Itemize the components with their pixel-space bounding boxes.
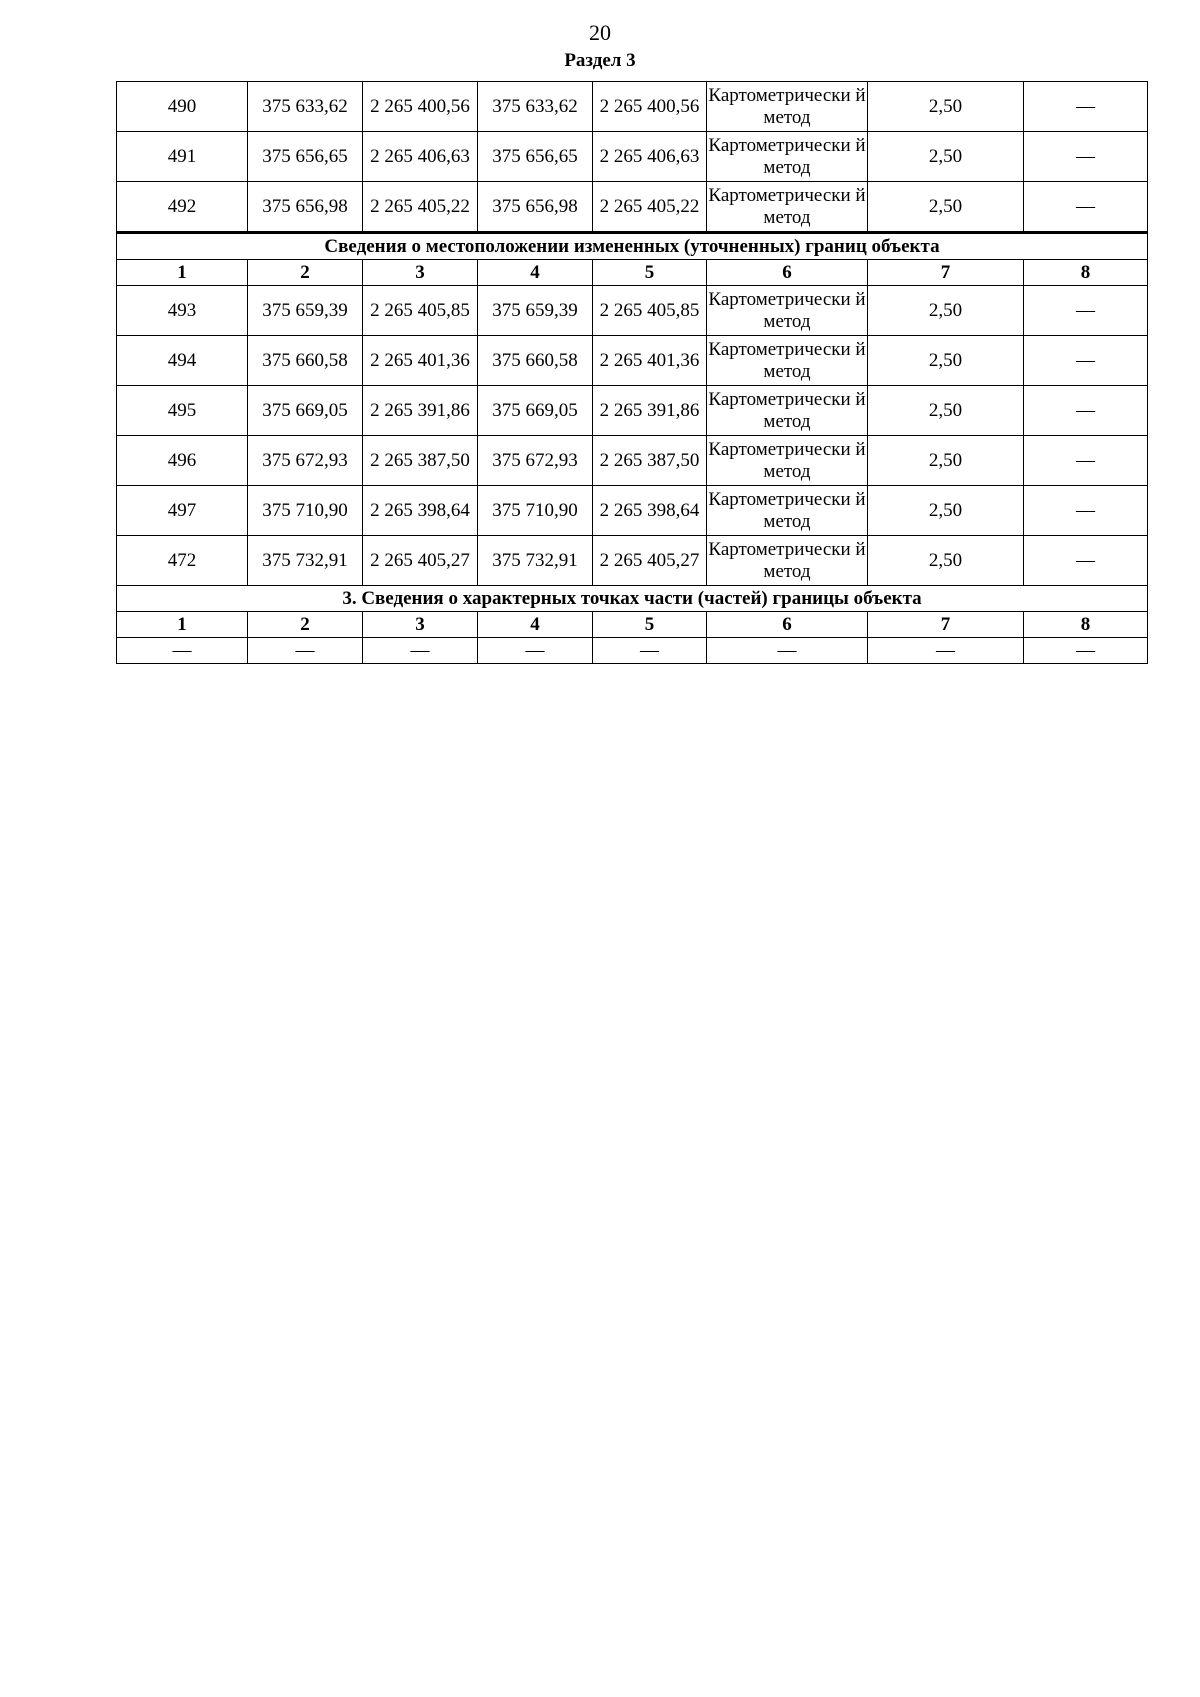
changed-boundaries-heading: Сведения о местоположении измененных (уточненных) границ объекта <box>117 233 1148 260</box>
accuracy-cell: 2,50 <box>868 286 1024 336</box>
existing-x-cell: 375 633,62 <box>248 82 363 132</box>
column-number: 5 <box>593 612 707 638</box>
table-row <box>117 536 1148 586</box>
note-cell: — <box>1024 638 1148 664</box>
method-cell: Картометрически й метод <box>707 486 868 536</box>
accuracy-cell: — <box>868 638 1024 664</box>
new-y-cell: 2 265 405,22 <box>593 182 707 233</box>
column-number: 6 <box>707 612 868 638</box>
table-row <box>117 386 1148 436</box>
column-number: 8 <box>1024 612 1148 638</box>
accuracy-cell: 2,50 <box>868 386 1024 436</box>
existing-y-cell: 2 265 401,36 <box>363 336 478 386</box>
point-number-cell: 491 <box>117 132 248 182</box>
column-number: 7 <box>868 612 1024 638</box>
new-y-cell: 2 265 391,86 <box>593 386 707 436</box>
column-number: 3 <box>363 612 478 638</box>
method-cell: Картометрически й метод <box>707 336 868 386</box>
table-row <box>117 336 1148 386</box>
note-cell: — <box>1024 132 1148 182</box>
method-cell: — <box>707 638 868 664</box>
table-row <box>117 436 1148 486</box>
table-row <box>117 638 1148 664</box>
point-number-cell: 493 <box>117 286 248 336</box>
column-number-row <box>117 612 1148 638</box>
boundary-parts-heading-row <box>117 586 1148 612</box>
coordinates-table-body <box>117 82 1148 664</box>
column-number: 7 <box>868 260 1024 286</box>
point-number-cell: 494 <box>117 336 248 386</box>
note-cell: — <box>1024 436 1148 486</box>
point-number-cell: — <box>117 638 248 664</box>
existing-x-cell: 375 669,05 <box>248 386 363 436</box>
new-x-cell: 375 633,62 <box>478 82 593 132</box>
column-number: 1 <box>117 260 248 286</box>
existing-x-cell: 375 732,91 <box>248 536 363 586</box>
note-cell: — <box>1024 336 1148 386</box>
table-row <box>117 486 1148 536</box>
column-number: 8 <box>1024 260 1148 286</box>
method-cell: Картометрически й метод <box>707 132 868 182</box>
accuracy-cell: 2,50 <box>868 182 1024 233</box>
method-cell: Картометрически й метод <box>707 286 868 336</box>
column-number: 2 <box>248 612 363 638</box>
point-number-cell: 495 <box>117 386 248 436</box>
accuracy-cell: 2,50 <box>868 436 1024 486</box>
note-cell: — <box>1024 286 1148 336</box>
column-number: 5 <box>593 260 707 286</box>
method-cell: Картометрически й метод <box>707 386 868 436</box>
section-title: Раздел 3 <box>564 50 636 71</box>
column-number: 3 <box>363 260 478 286</box>
new-x-cell: 375 660,58 <box>478 336 593 386</box>
column-number-row <box>117 260 1148 286</box>
accuracy-cell: 2,50 <box>868 132 1024 182</box>
point-number-cell: 490 <box>117 82 248 132</box>
new-y-cell: 2 265 387,50 <box>593 436 707 486</box>
existing-x-cell: 375 672,93 <box>248 436 363 486</box>
accuracy-cell: 2,50 <box>868 486 1024 536</box>
existing-y-cell: 2 265 405,22 <box>363 182 478 233</box>
new-x-cell: — <box>478 638 593 664</box>
new-y-cell: 2 265 400,56 <box>593 82 707 132</box>
existing-x-cell: — <box>248 638 363 664</box>
method-cell: Картометрически й метод <box>707 82 868 132</box>
table-row <box>117 182 1148 233</box>
existing-x-cell: 375 660,58 <box>248 336 363 386</box>
new-y-cell: 2 265 398,64 <box>593 486 707 536</box>
column-number: 4 <box>478 260 593 286</box>
note-cell: — <box>1024 486 1148 536</box>
point-number-cell: 492 <box>117 182 248 233</box>
column-number: 2 <box>248 260 363 286</box>
point-number-cell: 472 <box>117 536 248 586</box>
method-cell: Картометрически й метод <box>707 536 868 586</box>
point-number-cell: 496 <box>117 436 248 486</box>
table-row <box>117 286 1148 336</box>
existing-y-cell: 2 265 400,56 <box>363 82 478 132</box>
new-x-cell: 375 732,91 <box>478 536 593 586</box>
existing-x-cell: 375 710,90 <box>248 486 363 536</box>
note-cell: — <box>1024 536 1148 586</box>
existing-y-cell: — <box>363 638 478 664</box>
existing-y-cell: 2 265 398,64 <box>363 486 478 536</box>
changed-boundaries-heading-row <box>117 233 1148 260</box>
new-y-cell: 2 265 405,85 <box>593 286 707 336</box>
new-y-cell: 2 265 405,27 <box>593 536 707 586</box>
table-row <box>117 82 1148 132</box>
new-x-cell: 375 659,39 <box>478 286 593 336</box>
existing-y-cell: 2 265 387,50 <box>363 436 478 486</box>
coordinates-table <box>116 81 1148 664</box>
accuracy-cell: 2,50 <box>868 536 1024 586</box>
existing-y-cell: 2 265 391,86 <box>363 386 478 436</box>
existing-y-cell: 2 265 406,63 <box>363 132 478 182</box>
point-number-cell: 497 <box>117 486 248 536</box>
column-number: 1 <box>117 612 248 638</box>
accuracy-cell: 2,50 <box>868 336 1024 386</box>
new-x-cell: 375 669,05 <box>478 386 593 436</box>
method-cell: Картометрически й метод <box>707 436 868 486</box>
page-number: 20 <box>589 20 611 45</box>
new-y-cell: — <box>593 638 707 664</box>
note-cell: — <box>1024 82 1148 132</box>
note-cell: — <box>1024 386 1148 436</box>
existing-x-cell: 375 659,39 <box>248 286 363 336</box>
note-cell: — <box>1024 182 1148 233</box>
new-x-cell: 375 710,90 <box>478 486 593 536</box>
new-x-cell: 375 672,93 <box>478 436 593 486</box>
existing-y-cell: 2 265 405,85 <box>363 286 478 336</box>
existing-y-cell: 2 265 405,27 <box>363 536 478 586</box>
new-x-cell: 375 656,65 <box>478 132 593 182</box>
table-row <box>117 132 1148 182</box>
column-number: 4 <box>478 612 593 638</box>
new-y-cell: 2 265 401,36 <box>593 336 707 386</box>
existing-x-cell: 375 656,65 <box>248 132 363 182</box>
column-number: 6 <box>707 260 868 286</box>
new-y-cell: 2 265 406,63 <box>593 132 707 182</box>
existing-x-cell: 375 656,98 <box>248 182 363 233</box>
accuracy-cell: 2,50 <box>868 82 1024 132</box>
new-x-cell: 375 656,98 <box>478 182 593 233</box>
boundary-parts-heading: 3. Сведения о характерных точках части (частей) границы объекта <box>117 586 1148 612</box>
method-cell: Картометрически й метод <box>707 182 868 233</box>
